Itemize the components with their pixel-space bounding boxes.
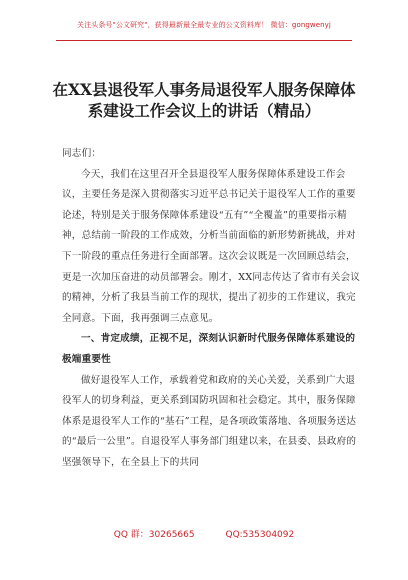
document-title: 在XX县退役军人事务局退役军人服务保障体系建设工作会议上的讲话（精品） [52, 80, 356, 120]
qq-number-label: QQ:535304092 [225, 530, 295, 540]
header-divider [56, 40, 352, 41]
header-banner: 关注头条号"公文研究"，获得最新最全最专业的公文资料库！ 微信：gongwenyj [77, 21, 331, 29]
section-paragraph: 做好退役军人工作，承载着党和政府的关心关爱，关系到广大退役军人的切身利益，更关系到国防巩固和社会稳定。其中，服务保障体系是退役军人工作的“基石”工程，是各项政策落地、各项服务送达的“最后一公里”。自退役军人事务部门组建以来，在县委、县政府的坚强领导下，在全县上下的共同 [62, 374, 357, 468]
section-heading: 一、肯定成绩，正视不足，深刻认识新时代服务保障体系建设的极端重要性 [62, 333, 356, 365]
footer-contact [0, 527, 408, 540]
document-body [62, 144, 362, 474]
opening-paragraph: 今天，我们在这里召开全县退役军人服务保障体系建设工作会议，主要任务是深入贯彻落实习近平总书记关于退役军人工作的重要论述，特别是关于服务保障体系建设“五有”“全覆盖”的重要指示精神，总结前一阶段的工作成效，分析当前面临的新形势新挑战，并对下一阶段的重点任务进行全面部署。这次会议既是一次回顾总结会，更是一次加压奋进的动员部署会。刚才，XX同志传达了省市有关会议的精神，分析了我县当前工作的现状，提出了初步的工作建议，我完全同意。下面，我再强调三点意见。 [62, 168, 361, 324]
salutation: 同志们： [62, 148, 102, 159]
qq-group-label: QQ 群：30265665 [113, 530, 195, 540]
